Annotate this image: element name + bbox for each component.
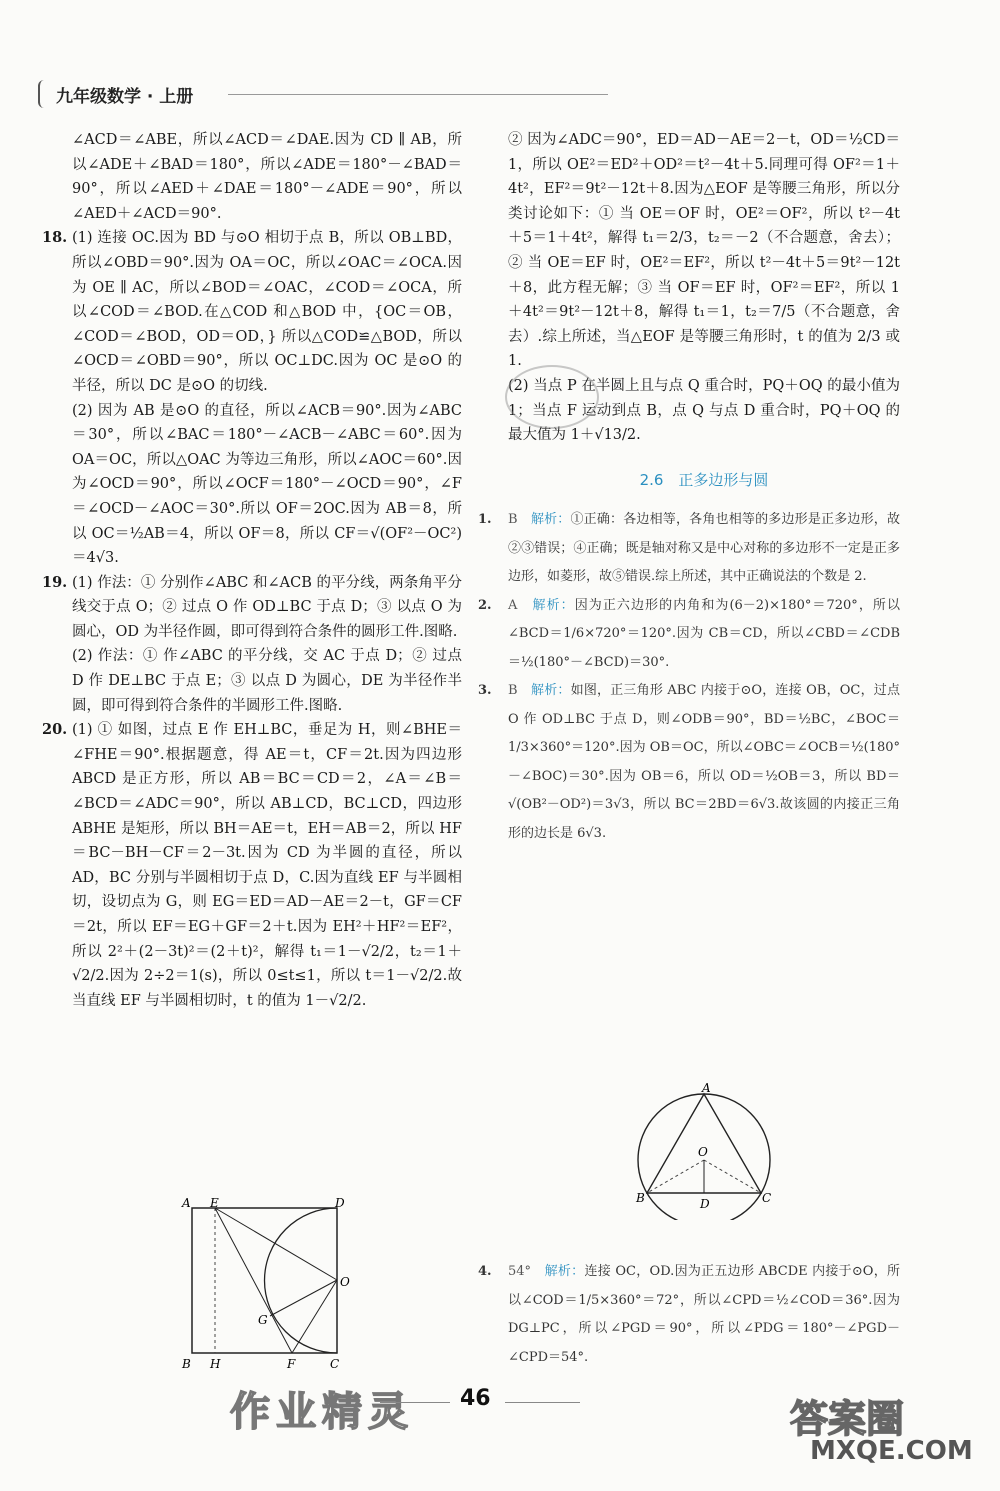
label-o: O bbox=[698, 1145, 708, 1159]
label-a: A bbox=[182, 1196, 191, 1210]
line-ef bbox=[215, 1208, 292, 1353]
label-c: C bbox=[330, 1357, 340, 1371]
header-rule bbox=[228, 94, 608, 95]
watermark-stamp bbox=[505, 365, 599, 429]
label-a: A bbox=[702, 1081, 711, 1095]
answer-4-block bbox=[478, 1258, 905, 1372]
watermark-url: MXQE.COM bbox=[810, 1436, 973, 1466]
square-semicircle-figure bbox=[180, 1196, 360, 1376]
header-title: 九年级数学 · 上册 bbox=[56, 87, 194, 107]
label-o: O bbox=[340, 1275, 350, 1289]
page-footer bbox=[0, 1380, 1000, 1491]
solution-20: 20. (1) ① 如图，过点 E 作 EH⊥BC，垂足为 H，则∠BHE＝∠FHE＝90°.根据题意，得 AE＝t，CF＝2t.因为四边形 ABCD 是正方形，所以 AB＝BC＝CD＝2，∠A＝∠B＝∠BCD＝∠ADC＝90°，所以 AB⊥CD，BC⊥CD，四边形 ABHE 是矩形，所以 BH＝AE＝t，EH＝AB＝2，所以 HF＝BC－BH－CF＝2－3t.因为 CD 为半圆的直径，所以 AD，BC 分别与半圆相切于点 D，C.因为直线 EF 与半圆相切，设切点为 G，则 EG＝ED＝AD－AE＝2－t，GF＝CF＝2t，所以 EF＝EG＋GF＝2＋t.因为 EH²＋HF²＝EF²，所以 2²＋(2－3t)²＝(2＋t)²，解得 t₁＝1－√2/2，t₂＝1＋√2/2.因为 2÷2＝1(s)，所以 0≤t≤1，所以 t＝1－√2/2.故当直线 EF 与半圆相切时，t 的值为 1－√2/2. bbox=[42, 721, 467, 1009]
label-b: B bbox=[636, 1191, 645, 1205]
line-og bbox=[270, 1280, 337, 1316]
label-f: F bbox=[287, 1357, 296, 1371]
page-header bbox=[38, 80, 608, 110]
answer-3: 3. B 解析：如图，正三角形 ABC 内接于⊙O，连接 OB，OC，过点 O 作 OD⊥BC 于点 D，则∠ODB＝90°，BD＝½BC，∠BOC＝1/3×360°＝120°.因为 OB＝OC，所以∠OBC＝∠OCB＝½(180°－∠BOC)＝30°.因为 OB＝6，所以 OD＝½OB＝3，所以 BD＝√(OB²－OD²)＝3√3，所以 BC＝2BD＝6√3.故该圆的内接正三角形的边长是 6√3. bbox=[478, 683, 905, 841]
semicircle bbox=[265, 1208, 338, 1353]
left-column bbox=[42, 128, 467, 1013]
footer-rule-left bbox=[380, 1402, 450, 1403]
page-number: 46 bbox=[460, 1386, 491, 1411]
solution-19: 19. (1) 作法：① 分别作∠ABC 和∠ACB 的平分线，两条角平分线交于点 O；② 过点 O 作 OD⊥BC 于点 D；③ 以点 O 为圆心，OD 为半径作圆，即可得到符合条件的圆形工件.图略. (2) 作法：① 作∠ABC 的平分线，交 AC 于点 D；② 过点 D 作 DE⊥BC 于点 E；③ 以点 D 为圆心，DE 为半径作半圆，即可得到符合条件的半圆形工件.图略. bbox=[42, 573, 462, 714]
line-oe bbox=[215, 1208, 337, 1280]
footer-rule-right bbox=[505, 1402, 580, 1403]
label-g: G bbox=[258, 1313, 268, 1327]
solution-18: 18. (1) 连接 OC.因为 BD 与⊙O 相切于点 B，所以 OB⊥BD，所以∠OBD＝90°.因为 OA＝OC，所以∠OAC＝∠OCA.因为 OE ∥ AC，所以∠BOD＝∠OAC，∠COD＝∠OCA，所以∠COD＝∠BOD.在△COD 和△BOD 中，{OC＝OB，∠COD＝∠BOD，OD＝OD，} 所以△COD≌△BOD，所以∠OCD＝∠OBD＝90°，所以 OC⊥DC.因为 OC 是⊙O 的半径，所以 DC 是⊙O 的切线. (2) 因为 AB 是⊙O 的直径，所以∠ACB＝90°.因为∠ABC＝30°，所以∠BAC＝180°－∠ACB－∠ABC＝60°.因为 OA＝OC，所以△OAC 为等边三角形，所以∠AOC＝60°.因为∠OCD＝90°，所以∠OCF＝180°－∠OCD＝90°，∠F＝∠OCD－∠AOC＝30°.所以 OF＝2OC.因为 AB＝8，所以 OC＝½AB＝4，所以 OF＝8，所以 CF＝√(OF²－OC²)＝4√3. bbox=[42, 229, 462, 567]
label-d: D bbox=[700, 1197, 710, 1211]
line-of bbox=[292, 1280, 337, 1353]
label-e: E bbox=[210, 1196, 219, 1210]
solution-20-continued: ② 因为∠ADC＝90°，ED＝AD－AE＝2－t，OD＝½CD＝1，所以 OE²＝ED²＋OD²＝t²－4t＋5.同理可得 OF²＝1＋4t²，EF²＝9t²－12t＋8.因为△EOF 是等腰三角形，所以分类讨论如下：① 当 OE＝OF 时，OE²＝OF²，所以 t²－4t＋5＝1＋4t²，解得 t₁＝2/3，t₂＝－2（不合题意，舍去）；② 当 OE＝EF 时，OE²＝EF²，所以 t²－4t＋5＝9t²－12t＋8，此方程无解；③ 当 OF＝EF 时，OF²＝EF²，所以 1＋4t²＝9t²－12t＋8，解得 t₁＝1，t₂＝7/5（不合题意，舍去）.综上所述，当△EOF 是等腰三角形时，t 的值为 2/3 或 1. (2) 当点 P 在半圆上且与点 Q 重合时，PQ＋OQ 的最小值为 1；当点 F 运动到点 B，点 Q 与点 D 重合时，PQ＋OQ 的最大值为 1＋√13/2. bbox=[508, 132, 900, 444]
answer-4: 4. 54° 解析：连接 OC，OD.因为正五边形 ABCDE 内接于⊙O，所以∠COD＝1/5×360°＝72°，所以∠CPD＝½∠COD＝36°.因为 DG⊥PC，所以∠PGD＝90°，所以∠PDG＝180°－∠PGD－∠CPD＝54°. bbox=[478, 1264, 905, 1365]
label-c: C bbox=[762, 1191, 772, 1205]
header-bracket bbox=[38, 80, 50, 108]
label-d: D bbox=[335, 1196, 345, 1210]
solution-continued: ∠ACD＝∠ABE，所以∠ACD＝∠DAE.因为 CD ∥ AB，所以∠ADE＋∠BAD＝180°，所以∠ADE＝180°－∠BAD＝90°，所以∠AED＋∠DAE＝180°－∠ADE＝90°，所以∠AED＋∠ACD＝90°. bbox=[72, 132, 462, 222]
right-column bbox=[478, 128, 905, 848]
line-ob bbox=[647, 1160, 704, 1193]
label-h: H bbox=[210, 1357, 221, 1371]
circle-triangle-figure bbox=[630, 1080, 780, 1220]
watermark-left: 作业精灵 bbox=[230, 1389, 414, 1435]
answer-1: 1. B 解析：①正确：各边相等，各角也相等的多边形是正多边形，故②③错误；④正确；既是轴对称又是中心对称的多边形不一定是正多边形，如菱形，故⑤错误.综上所述，其中正确说法的个数是 2. bbox=[478, 512, 900, 585]
watermark-right: 答案圈 bbox=[790, 1397, 905, 1441]
label-b: B bbox=[182, 1357, 191, 1371]
line-oc bbox=[704, 1160, 761, 1193]
section-title: 2.6 正多边形与圆 bbox=[639, 470, 769, 489]
answer-2: 2. A 解析：因为正六边形的内角和为(6－2)×180°＝720°，所以∠BCD＝1/6×720°＝120°.因为 CB＝CD，所以∠CBD＝∠CDB＝½(180°－∠BCD)＝30°. bbox=[478, 597, 900, 670]
